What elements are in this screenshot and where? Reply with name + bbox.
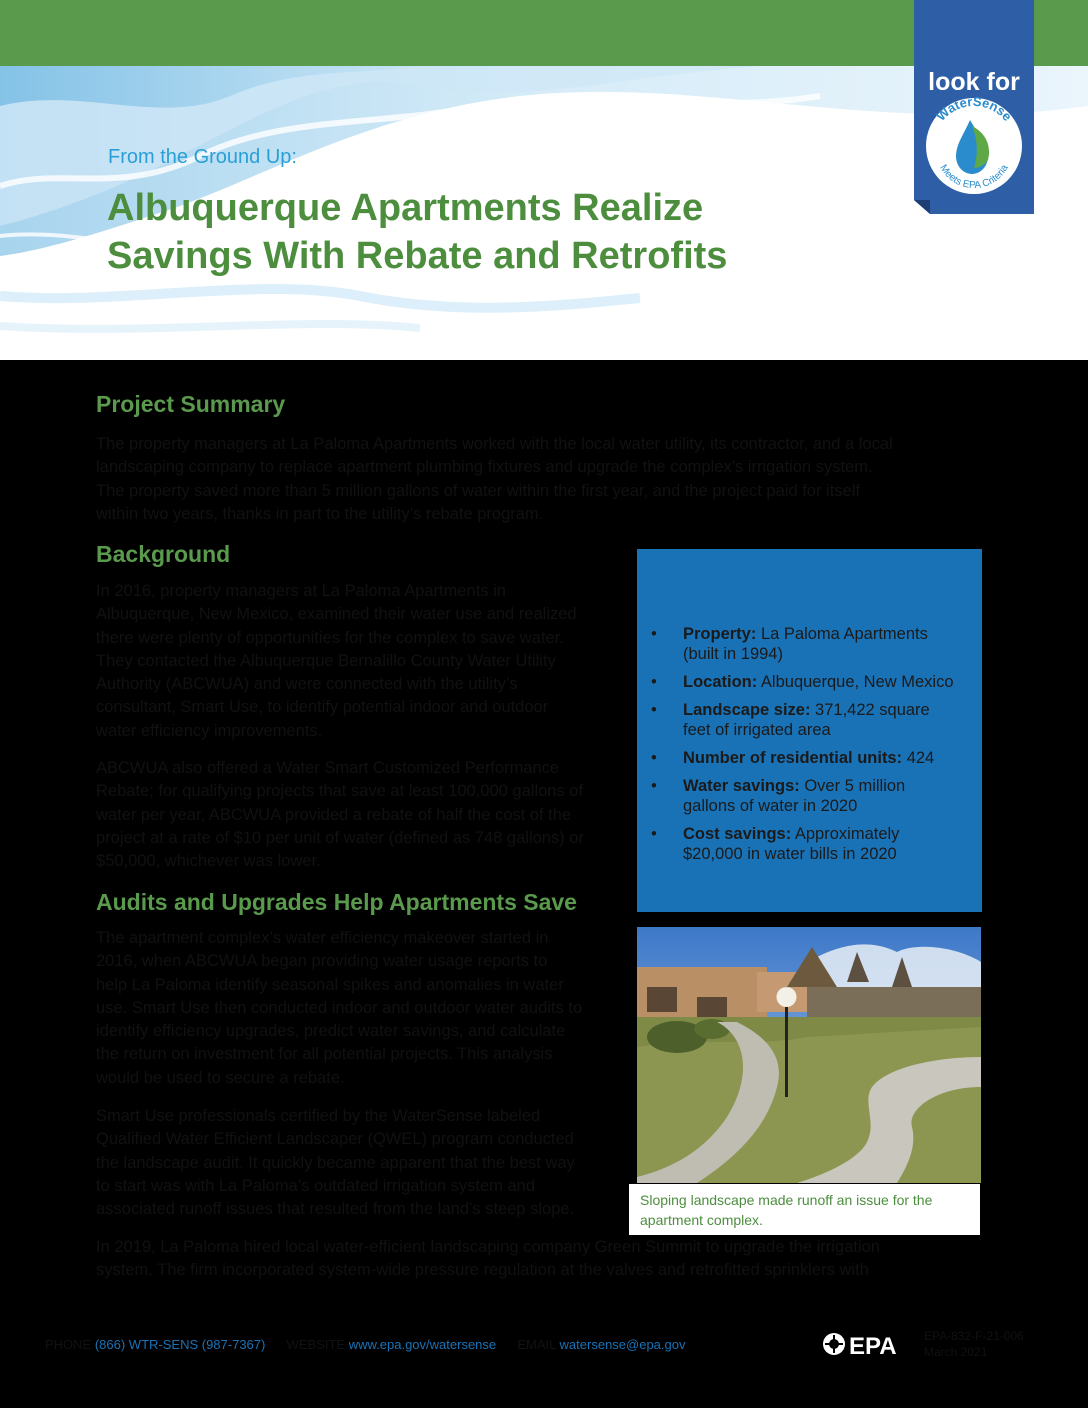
watersense-badge	[914, 0, 1034, 214]
epa-logo	[821, 1330, 905, 1358]
audits-para-1	[96, 927, 626, 1090]
fact-property	[651, 624, 961, 664]
badge-brand: WaterSense	[933, 93, 1016, 124]
text-line: landscaping company to replace apartment plumbing fixtures and upgrade the complex’s irrigation system.	[96, 458, 873, 477]
fact-label: Water savings:	[683, 777, 800, 795]
fact-label: Number of residential units:	[683, 749, 903, 767]
fact-water-savings	[651, 776, 961, 816]
project-facts-sidebar	[637, 549, 982, 912]
photo-caption: Sloping landscape made runoff an issue for the apartment complex.	[640, 1192, 933, 1228]
text-line: In 2019, La Paloma hired local water-efficient landscaping company Green Summit to upgrade the irrigation	[96, 1238, 880, 1256]
fact-value: Albuquerque, New Mexico	[757, 673, 954, 691]
text-line: They contacted the Albuquerque Bernalillo County Water Utility	[96, 651, 556, 670]
svg-text:Meets EPA Criteria	[937, 163, 1011, 192]
badge-look-for: look for	[928, 68, 1020, 96]
sloping-landscape-image	[637, 927, 981, 1183]
photo-caption-box	[629, 1184, 980, 1235]
phone-number[interactable]: (866) WTR-SENS (987-7367)	[94, 1337, 266, 1352]
text-line: the return on investment for all potential projects. This analysis	[96, 1045, 553, 1064]
text-line: system. The firm incorporated system-wide pressure regulation at the valves and retrofitted sprinklers with	[96, 1261, 869, 1280]
text-line: The property saved more than 5 million gallons of water within the first year, and the project paid for itself	[96, 481, 860, 500]
email-link[interactable]: watersense@epa.gov	[559, 1337, 686, 1352]
fact-location	[651, 672, 961, 692]
text-line: water per year, ABCWUA provided a rebate of half the cost of the	[96, 805, 572, 824]
website-link[interactable]: www.epa.gov/watersense	[348, 1337, 497, 1352]
facts-list	[651, 624, 961, 872]
text-line: help La Paloma identify seasonal spikes and anomalies in water	[96, 975, 564, 994]
bullet-icon: •	[651, 749, 657, 767]
text-line: to start was with La Paloma’s outdated irrigation system and	[96, 1176, 535, 1195]
text-line: associated runoff issues that resulted from the land’s steep slope.	[96, 1200, 575, 1219]
fact-label: Landscape size:	[683, 701, 811, 719]
landscape-photo	[637, 927, 981, 1183]
fact-units	[651, 748, 961, 768]
badge-tagline: Meets EPA Criteria	[937, 162, 1011, 192]
fact-value: La Paloma Apartments (built in 1994)	[683, 625, 928, 663]
doc-date: March 2021	[924, 1345, 988, 1359]
epa-logo-text: EPA	[849, 1333, 897, 1358]
bullet-icon: •	[651, 673, 657, 691]
fact-value: Over 5 million gallons of water in 2020	[683, 777, 906, 815]
text-line: 2016, when ABCWUA began providing water usage reports to	[96, 952, 548, 971]
text-line: Smart Use professionals certified by the WaterSense labeled	[96, 1107, 541, 1125]
fact-cost-savings	[651, 824, 961, 864]
text-line: within two years, thanks in part to the utility’s rebate program.	[96, 504, 544, 523]
text-line: there were plenty of opportunities for the complex to save water.	[96, 628, 564, 647]
bullet-icon: •	[651, 625, 657, 643]
badge-text-ring	[914, 0, 1034, 214]
text-line: The property managers at La Paloma Apartments worked with the local water utility, its contractor, and a local	[96, 435, 893, 453]
text-line: project at a rate of $10 per unit of water (defined as 748 gallons) or	[96, 828, 584, 847]
heading-audits: Audits and Upgrades Help Apartments Save	[96, 889, 577, 915]
title-line-1: Albuquerque Apartments Realize	[107, 187, 704, 229]
subtitle: From the Ground Up:	[108, 146, 297, 168]
text-line: the landscape audit. It quickly became apparent that the best way	[96, 1153, 575, 1172]
text-line: ABCWUA also offered a Water Smart Customized Performance	[96, 759, 560, 777]
email-label: EMAIL	[517, 1337, 560, 1352]
bullet-icon: •	[651, 701, 657, 719]
text-line: water efficiency improvements.	[96, 721, 323, 740]
epa-seal-icon	[821, 1330, 905, 1358]
text-line: Albuquerque, New Mexico, examined their water use and realized	[96, 605, 577, 624]
audits-para-3	[96, 1236, 986, 1283]
doc-number: EPA-832-F-21-006	[924, 1329, 1024, 1343]
svg-text:WaterSense	[933, 94, 1015, 124]
page-title	[107, 184, 867, 280]
text-line: Qualified Water Efficient Landscaper (QWEL) program conducted	[96, 1130, 574, 1149]
project-summary-text	[96, 433, 976, 526]
text-line: Rebate; for qualifying projects that save at least 100,000 gallons of	[96, 782, 584, 801]
website-label: WEBSITE	[286, 1337, 349, 1352]
fact-value: Approximately $20,000 in water bills in 2020	[683, 825, 900, 863]
background-para-1	[96, 580, 626, 743]
text-line: Authority (ABCWUA) and were connected with the utility’s	[96, 675, 518, 694]
heading-background: Background	[96, 541, 231, 567]
text-line: In 2016, property managers at La Paloma Apartments in	[96, 582, 506, 600]
heading-project-summary: Project Summary	[96, 391, 286, 417]
phone-label: PHONE	[45, 1337, 95, 1352]
text-line: $50,000, whichever was lower.	[96, 852, 321, 871]
fact-value: 424	[902, 749, 935, 767]
fact-label: Property:	[683, 625, 757, 643]
text-line: consultant, Smart Use, to identify potential indoor and outdoor	[96, 698, 549, 717]
footer-contact	[45, 1337, 685, 1352]
bullet-icon: •	[651, 777, 657, 795]
fact-label: Cost savings:	[683, 825, 792, 843]
fact-value: 371,422 square feet of irrigated area	[683, 701, 930, 739]
fact-landscape-size	[651, 700, 961, 740]
bullet-icon: •	[651, 825, 657, 843]
text-line: would be used to secure a rebate.	[96, 1068, 345, 1087]
fact-label: Location:	[683, 673, 758, 691]
text-line: identify efficiency upgrades, predict water savings, and calculate	[96, 1022, 566, 1041]
audits-para-2	[96, 1105, 626, 1221]
document-id	[924, 1328, 1024, 1360]
background-para-2	[96, 757, 626, 873]
text-line: use. Smart Use then conducted indoor and outdoor water audits to	[96, 998, 583, 1017]
title-line-2: Savings With Rebate and Retrofits	[107, 235, 728, 277]
text-line: The apartment complex’s water efficiency makeover started in	[96, 929, 549, 947]
